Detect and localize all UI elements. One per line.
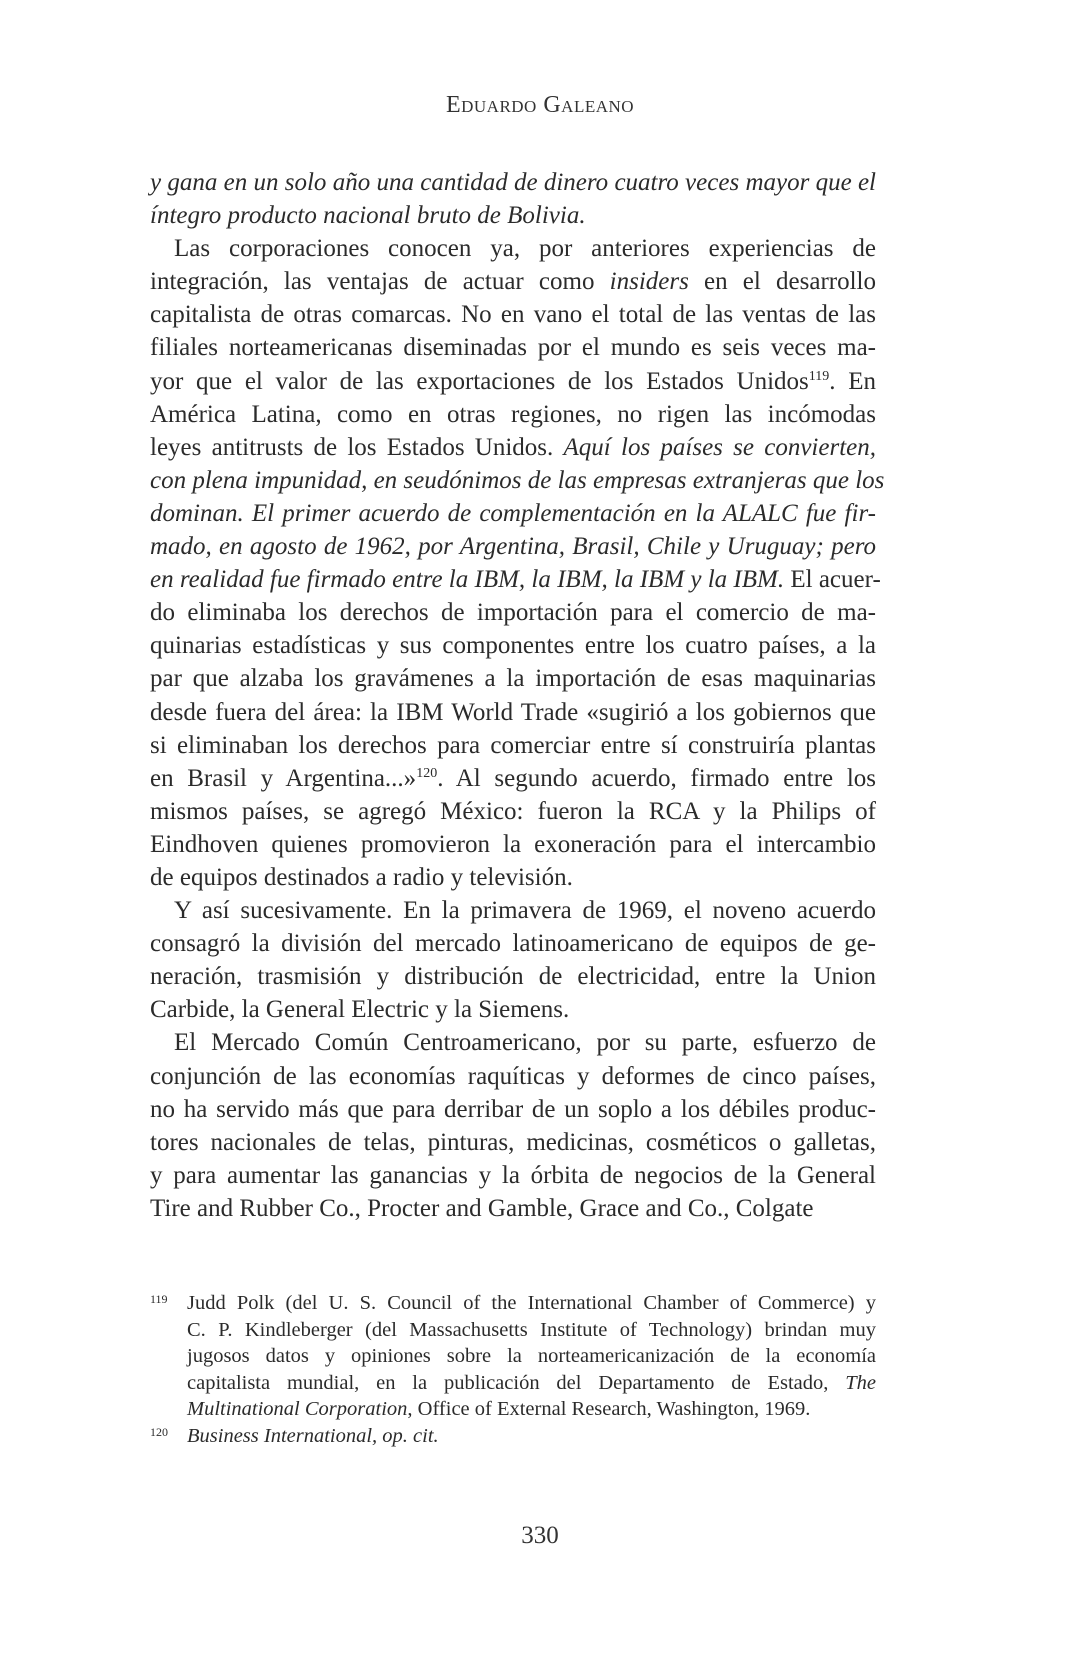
text-line bbox=[150, 1126, 876, 1159]
text-span: consagró la división del mercado latinoamericano de equipos de ge- bbox=[150, 930, 876, 958]
text-span: no ha servido más que para derribar de un soplo a los débiles produc- bbox=[150, 1095, 876, 1123]
text-span: jugosos datos y opiniones sobre la norteamericanización de la economía bbox=[187, 1345, 876, 1367]
text-span: integración, las ventajas de actuar como bbox=[150, 268, 610, 296]
italic-span: y gana en un solo año una cantidad de dinero cuatro veces mayor que el bbox=[150, 169, 876, 196]
italic-span: The bbox=[845, 1371, 876, 1394]
italic-span: Multinational Corporation bbox=[187, 1398, 408, 1420]
text-span: en Brasil y Argentina...» bbox=[150, 764, 417, 792]
page-number: 330 bbox=[521, 1522, 559, 1549]
italic-span: dominan. El primer acuerdo de complementación en la ALALC fue fir- bbox=[150, 499, 876, 527]
text-line bbox=[150, 1060, 876, 1093]
text-line bbox=[150, 828, 876, 861]
text-line bbox=[150, 927, 876, 960]
text-line bbox=[150, 398, 876, 431]
text-line bbox=[150, 729, 876, 762]
footnote-line bbox=[187, 1370, 876, 1397]
text-line bbox=[150, 497, 876, 530]
text-span: leyes antitrusts de los Estados Unidos. bbox=[150, 433, 564, 461]
footnote-ref: 119 bbox=[808, 368, 830, 384]
text-span: , Office of External Research, Washington, 1969. bbox=[407, 1398, 811, 1420]
italic-span: insiders bbox=[609, 268, 689, 296]
text-span: conjunción de las economías raquíticas y deformes de cinco países, bbox=[150, 1062, 876, 1090]
text-line bbox=[150, 563, 881, 596]
text-span: de equipos destinados a radio y televisión. bbox=[150, 863, 573, 891]
text-line bbox=[150, 960, 876, 993]
footnote-number: 120 bbox=[150, 1424, 168, 1439]
footnote-line bbox=[187, 1396, 876, 1423]
text-span: Eindhoven quienes promovieron la exoneración para el intercambio bbox=[150, 830, 876, 858]
text-span: capitalista mundial, en la publicación del Departamento de Estado, bbox=[187, 1371, 846, 1394]
text-span: Carbide, la General Electric y la Siemens. bbox=[150, 996, 570, 1024]
footnote-line bbox=[187, 1290, 876, 1317]
text-line bbox=[150, 1192, 876, 1225]
text-line bbox=[150, 166, 876, 199]
footnote-line bbox=[187, 1343, 876, 1370]
text-line bbox=[150, 265, 876, 298]
italic-span: íntegro producto nacional bruto de Bolivia. bbox=[150, 202, 586, 230]
text-line bbox=[150, 629, 876, 662]
text-span: Judd Polk (del U. S. Council of the International Chamber of Commerce) y bbox=[187, 1292, 876, 1314]
text-line bbox=[150, 232, 876, 265]
text-line bbox=[150, 861, 876, 894]
footnote-number: 119 bbox=[150, 1292, 168, 1306]
text-span: tores nacionales de telas, pinturas, medicinas, cosméticos o galletas, bbox=[150, 1128, 876, 1156]
text-line bbox=[150, 530, 876, 563]
text-span: El acuer- bbox=[784, 566, 881, 594]
paragraph bbox=[150, 1026, 876, 1225]
text-line bbox=[150, 662, 876, 695]
text-span: . En bbox=[829, 367, 876, 395]
footnotes bbox=[150, 1290, 876, 1449]
text-span: C. P. Kindleberger (del Massachusetts Institute of Technology) brindan muy bbox=[187, 1318, 876, 1341]
text-span: yor que el valor de las exportaciones de los Estados Unidos bbox=[150, 367, 809, 395]
text-line bbox=[150, 993, 876, 1026]
paragraph bbox=[150, 166, 876, 232]
text-span: quinarias estadísticas y sus componentes entre los cuatro países, a la bbox=[150, 632, 876, 660]
footnote-line bbox=[187, 1423, 876, 1450]
paragraph bbox=[150, 232, 885, 894]
text-span: capitalista de otras comarcas. No en vano el total de las ventas de las bbox=[150, 301, 876, 329]
text-span: neración, trasmisión y distribución de electricidad, entre la Union bbox=[150, 963, 876, 991]
text-line bbox=[150, 596, 876, 629]
text-line bbox=[150, 464, 885, 497]
italic-span: Business International, op. cit. bbox=[187, 1424, 439, 1447]
running-header: Eduardo Galeano bbox=[445, 92, 635, 118]
text-span: do eliminaba los derechos de importación para el comercio de ma- bbox=[150, 599, 876, 627]
text-span: si eliminaban los derechos para comerciar entre sí construiría plantas bbox=[150, 731, 876, 759]
text-span: par que alzaba los gravámenes a la importación de esas maquinarias bbox=[150, 665, 876, 693]
footnote bbox=[150, 1423, 876, 1450]
footnote-line bbox=[187, 1317, 876, 1344]
text-line bbox=[150, 1026, 876, 1059]
text-line bbox=[150, 1093, 876, 1126]
text-line bbox=[150, 365, 876, 398]
paragraph bbox=[150, 894, 876, 1026]
text-line bbox=[150, 298, 876, 331]
text-span: y para aumentar las ganancias y la órbita de negocios de la General bbox=[150, 1161, 876, 1189]
text-span: América Latina, como en otras regiones, no rigen las incómodas bbox=[150, 400, 876, 428]
text-span: El Mercado Común Centroamericano, por su parte, esfuerzo de bbox=[174, 1029, 876, 1057]
text-span: desde fuera del área: la IBM World Trade «sugirió a los gobiernos que bbox=[150, 698, 876, 726]
text-span: Y así sucesivamente. En la primavera de 1969, el noveno acuerdo bbox=[174, 897, 876, 925]
text-line bbox=[150, 1159, 876, 1192]
text-line bbox=[150, 431, 876, 464]
body-text bbox=[150, 166, 885, 1225]
text-span: mismos países, se agregó México: fueron la RCA y la Philips of bbox=[150, 797, 876, 825]
text-span: Las corporaciones conocen ya, por anteriores experiencias de bbox=[174, 235, 876, 263]
text-span: en el desarrollo bbox=[688, 268, 876, 296]
italic-span: en realidad fue firmado entre la IBM, la IBM, la IBM y la IBM. bbox=[150, 566, 785, 594]
footnote bbox=[150, 1290, 876, 1423]
text-line bbox=[150, 331, 876, 364]
text-line bbox=[150, 894, 876, 927]
italic-span: con plena impunidad, en seudónimos de las empresas extranjeras que los bbox=[150, 466, 885, 494]
text-line bbox=[150, 762, 876, 795]
text-line bbox=[150, 795, 876, 828]
text-span: filiales norteamericanas diseminadas por el mundo es seis veces ma- bbox=[150, 334, 876, 362]
footnote-ref: 120 bbox=[416, 765, 438, 781]
text-span: . Al segundo acuerdo, firmado entre los bbox=[437, 764, 876, 792]
text-line bbox=[150, 696, 876, 729]
italic-span: Aquí los países se convierten, bbox=[563, 433, 876, 461]
italic-span: mado, en agosto de 1962, por Argentina, Brasil, Chile y Uruguay; pero bbox=[150, 533, 876, 561]
text-span: Tire and Rubber Co., Procter and Gamble, Grace and Co., Colgate bbox=[150, 1194, 814, 1222]
text-line bbox=[150, 199, 876, 232]
